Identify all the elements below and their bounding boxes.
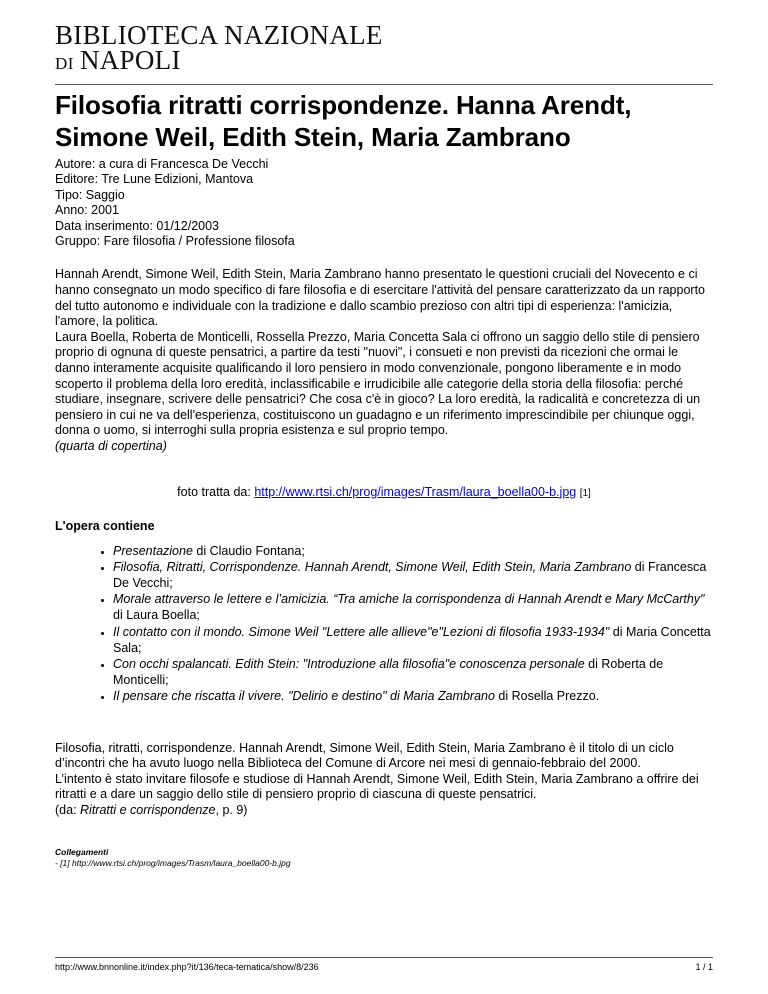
cycle-source-suffix: , p. 9) bbox=[215, 802, 248, 817]
work-title: Il pensare che riscatta il vivere. "Delirio e destino" di Maria Zambrano bbox=[113, 689, 495, 704]
page-title: Filosofia ritratti corrispondenze. Hanna Arendt, Simone Weil, Edith Stein, Maria Zambrano bbox=[55, 90, 632, 152]
description-paragraph-2: Laura Boella, Roberta de Monticelli, Rossella Prezzo, Maria Concetta Sala ci offrono un saggio dello stile di pensiero proprio di ognuna di queste pensatrici, a partire da testi "nuovi", i consueti e non previsti da ricezioni che ormai le danno interamente acquisite qualificando il loro pensiero in modo convenzionale, pongono liberamente e in modo scoperto il problema della loro eredità, inclassificabile e irrudicibile alle categorie della storia della filosofia: perché studiare, insegnare, scrivere delle pensatrici? Che cosa c'è in gioco? La loro eredità, la radicalità e concretezza di un pensiero in cui ne va dell'esperienza, costituiscono un guadagno e un riferimento imprescindibile per chiunque oggi, donna o uomo, si interroghi sulla propria esistenza e sul proprio tempo. bbox=[55, 329, 701, 438]
work-author: di Rosella Prezzo. bbox=[494, 689, 600, 704]
list-item bbox=[113, 543, 713, 559]
photo-credit-link[interactable]: http://www.rtsi.ch/prog/images/Trasm/laura_boella00-b.jpg bbox=[254, 484, 577, 499]
footer-url[interactable]: http://www.bnnonline.it/index.php?it/136/teca-tematica/show/8/236 bbox=[55, 962, 319, 972]
list-item bbox=[113, 591, 713, 623]
meta-date-added: Data inserimento: 01/12/2003 bbox=[55, 218, 219, 233]
cycle-source bbox=[55, 803, 713, 819]
description-source-text: (quarta di copertina) bbox=[55, 438, 167, 453]
cycle-source-prefix: (da: bbox=[55, 802, 81, 817]
contents-heading: L'opera contiene bbox=[55, 518, 155, 533]
meta-publisher: Editore: Tre Lune Edizioni, Mantova bbox=[55, 172, 254, 187]
contents-list bbox=[55, 543, 713, 705]
work-title: Filosofia, Ritratti, Corrispondenze. Hannah Arendt, Simone Weil, Edith Stein, Maria Zambrano bbox=[113, 559, 632, 574]
photo-credit-ref: [1] bbox=[579, 487, 591, 499]
header-divider bbox=[55, 84, 713, 85]
work-author: di Francesca De Vecchi; bbox=[113, 559, 707, 590]
page-footer bbox=[55, 957, 713, 972]
list-item bbox=[113, 559, 713, 591]
work-title: Presentazione bbox=[113, 543, 193, 558]
meta-group: Gruppo: Fare filosofia / Professione filosofa bbox=[55, 234, 295, 249]
description-source bbox=[55, 439, 713, 455]
links-heading: Collegamenti bbox=[55, 846, 109, 857]
logo-napoli: NAPOLI bbox=[79, 45, 181, 75]
list-item bbox=[113, 624, 713, 656]
list-item bbox=[113, 656, 713, 688]
cycle-description bbox=[55, 741, 713, 819]
cycle-paragraph-1: Filosofia, ritratti, corrispondenze. Hannah Arendt, Simone Weil, Edith Stein, Maria Zambrano è il titolo di un ciclo d’incontri che ha avuto luogo nella Biblioteca del Comune di Arcore nei mesi di gennaio-febbraio del 2000. bbox=[55, 740, 674, 771]
description-paragraph-1: Hannah Arendt, Simone Weil, Edith Stein, Maria Zambrano hanno presentato le questioni cruciali del Novecento e ci hanno consegnato un modo specifico di fare filosofia e di esercitare l'attività del pensare caratterizzato da un rapporto del tutto autonomo e individuale con la tradizione e dallo scambio prezioso con altri tipi di esperienza: l'amicizia, l'amore, la politica. bbox=[55, 267, 705, 329]
page bbox=[55, 22, 713, 869]
logo-di: DI bbox=[55, 54, 74, 73]
photo-credit-prefix: foto tratta da: bbox=[177, 484, 255, 499]
library-logo[interactable] bbox=[55, 22, 713, 74]
work-author: di Maria Concetta Sala; bbox=[113, 624, 711, 655]
meta-author: Autore: a cura di Francesca De Vecchi bbox=[55, 157, 269, 171]
list-item bbox=[113, 688, 713, 704]
meta-year: Anno: 2001 bbox=[55, 203, 119, 218]
links-section bbox=[55, 847, 713, 869]
link-item[interactable]: - [1] http://www.rtsi.ch/prog/images/Trasm/laura_boella00-b.jpg bbox=[55, 857, 291, 868]
footer-page-number: 1 / 1 bbox=[695, 962, 713, 972]
meta-type: Tipo: Saggio bbox=[55, 187, 125, 202]
photo-credit bbox=[55, 485, 713, 499]
work-title: Morale attraverso le lettere e l’amicizia. “Tra amiche la corrispondenza di Hannah Arendt e Mary McCarthy" bbox=[113, 592, 705, 607]
work-author: di Roberta de Monticelli; bbox=[113, 656, 664, 688]
work-author: di Claudio Fontana; bbox=[192, 543, 305, 558]
work-title: Con occhi spalancati. Edith Stein: "Introduzione alla filosofia"e conoscenza personale bbox=[113, 656, 585, 671]
work-author: di Laura Boella; bbox=[113, 608, 200, 623]
work-title: Il contatto con il mondo. Simone Weil "Lettere alle allieve"e"Lezioni di filosofia 1933-1934" bbox=[113, 624, 610, 639]
logo-line-2 bbox=[55, 47, 713, 74]
cycle-source-title: Ritratti e corrispondenze bbox=[80, 802, 216, 817]
book-description bbox=[55, 267, 713, 454]
logo-line-1: BIBLIOTECA NAZIONALE bbox=[55, 20, 383, 50]
book-metadata bbox=[55, 157, 713, 249]
cycle-paragraph-2: L’intento è stato invitare filosofe e studiose di Hannah Arendt, Simone Weil, Edith Stein, Maria Zambrano a offrire dei ritratti e a dare un saggio dello stile di pensiero proprio di ciascuna di queste pensatrici. bbox=[55, 771, 699, 802]
